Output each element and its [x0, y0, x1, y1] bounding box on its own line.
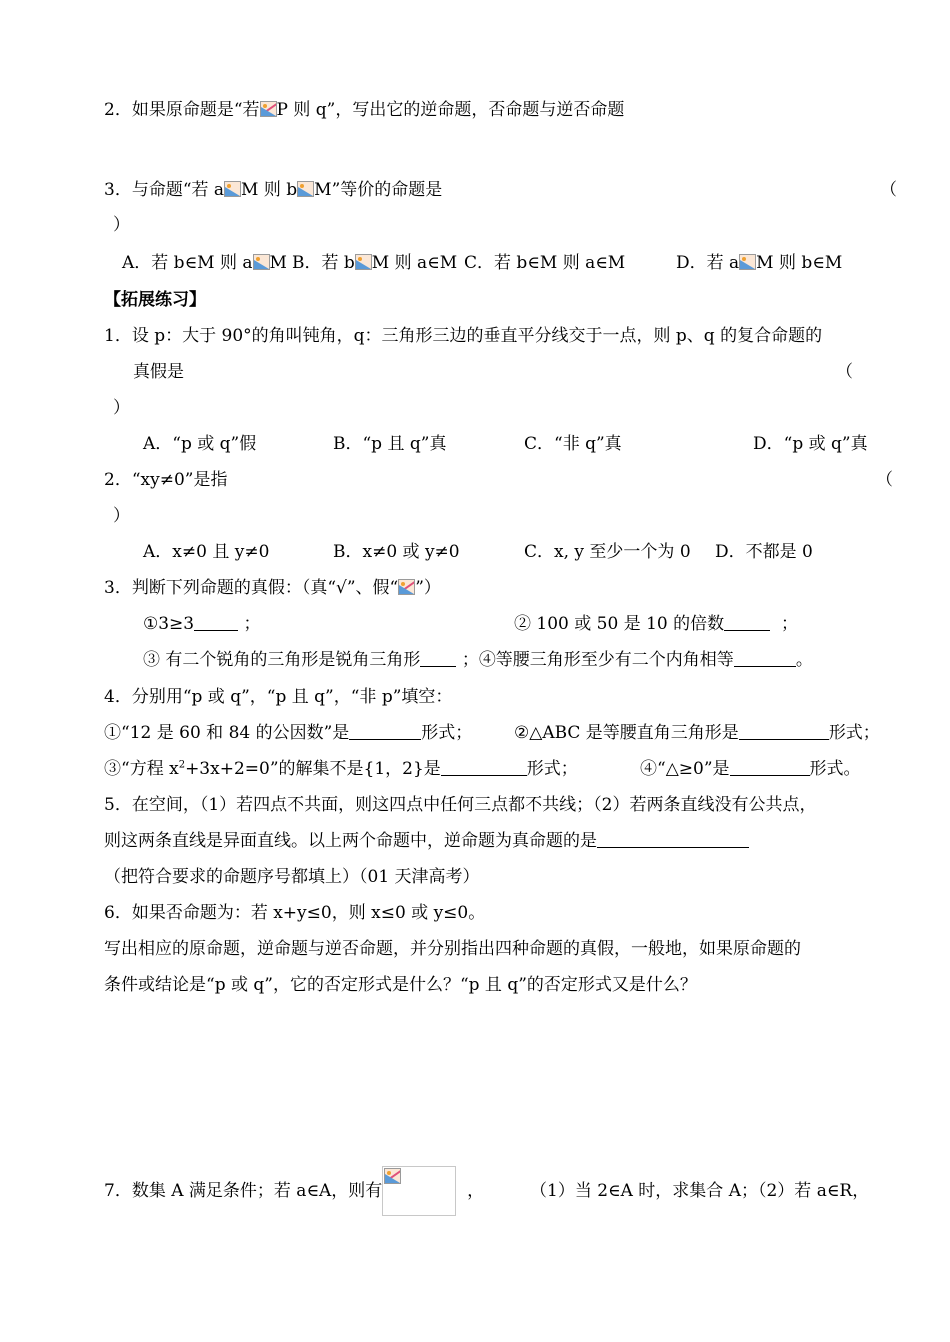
ext-q4-row1: [104, 722, 472, 744]
ext-q3-line1: [104, 577, 441, 599]
option-c: C．“非 q”真: [524, 434, 622, 454]
item-text: ；: [780, 614, 798, 634]
answer-blank[interactable]: [597, 831, 749, 848]
question-text: M 则 b: [241, 180, 298, 200]
item-text: +3x+2=0”的解集不是{1，2}是: [185, 759, 441, 779]
question-text: 2．如果原命题是“若: [104, 100, 260, 120]
broken-image-icon: [355, 254, 372, 270]
question-text: P 则 q”，写出它的逆命题，否命题与逆否命题: [276, 100, 625, 120]
option-d: [676, 252, 842, 274]
item-text: 形式；: [828, 723, 880, 743]
answer-paren-open: （: [836, 362, 853, 382]
option-text: A．若 b∈M 则 a: [122, 253, 253, 273]
answer-blank[interactable]: [730, 759, 810, 776]
option-a: A．“p 或 q”假: [143, 434, 257, 454]
item-text: ② 100 或 50 是 10 的倍数: [514, 614, 725, 634]
broken-image-icon: [739, 254, 756, 270]
ext-q1-line2: 真假是: [133, 362, 184, 382]
ext-q3-item3-4: [143, 649, 813, 671]
option-text: M: [269, 253, 287, 273]
answer-paren-open: （: [880, 180, 897, 200]
ext-q1-line1: 1．设 p：大于 90°的角叫钝角，q：三角形三边的垂直平分线交于一点，则 p、q 的复合命题的: [104, 326, 823, 346]
ext-q4-row1b: [514, 722, 880, 744]
answer-blank[interactable]: [349, 723, 421, 740]
option-text: M 则 b∈M: [756, 253, 843, 273]
question-text: 3．判断下列命题的真假：（真“√”、假“: [104, 578, 399, 598]
item-text: ，: [467, 1181, 485, 1201]
item-text: ②△ABC 是等腰直角三角形是: [514, 723, 739, 743]
item-text: ①3≥3: [143, 614, 195, 634]
option-text: M 则 a∈M: [371, 253, 458, 273]
answer-paren-close: ）: [113, 215, 130, 235]
option-a: [122, 252, 287, 274]
ext-q4-line1: 4．分别用“p 或 q”，“p 且 q”，“非 p”填空：: [104, 687, 453, 707]
ext-q7-line1: [104, 1180, 484, 1216]
ext-q5-line2: [104, 830, 749, 852]
ext-q3-item2: [514, 613, 798, 635]
ext-q6-line2: 写出相应的原命题，逆命题与逆否命题，并分别指出四种命题的真假，一般地，如果原命题的: [104, 939, 801, 959]
ext-q7-line1b: （1）当 2∈A 时，求集合 A；（2）若 a∈R，: [530, 1181, 870, 1201]
ext-q5-line1: 5．在空间，（1）若四点不共面，则这四点中任何三点都不共线；（2）若两条直线没有公共点，: [104, 795, 817, 815]
broken-image-icon: [384, 1168, 401, 1184]
item-text: ；: [461, 650, 479, 670]
answer-blank[interactable]: [441, 759, 527, 776]
option-b: [292, 252, 457, 274]
item-text: ①“12 是 60 和 84 的公因数”是: [104, 723, 350, 743]
item-text: 形式；: [526, 759, 578, 779]
question-3-line: [104, 179, 442, 201]
item-text: 形式；: [421, 723, 473, 743]
broken-image-icon: [260, 101, 277, 117]
ext-q4-row2b: [640, 758, 861, 780]
superscript: 2: [178, 759, 186, 771]
answer-blank[interactable]: [734, 650, 796, 667]
ext-q4-row2: [104, 758, 578, 780]
question-text: 3．与命题“若 a: [104, 180, 225, 200]
question-text: ”）: [415, 578, 441, 598]
answer-paren-close: ）: [113, 398, 130, 418]
ext-q3-item1: [143, 613, 261, 635]
question-2-line: [104, 99, 624, 121]
answer-blank[interactable]: [420, 650, 456, 667]
option-d: D．“p 或 q”真: [753, 434, 868, 454]
ext-q5-line3: （把符合要求的命题序号都填上）（01 天津高考）: [104, 867, 480, 887]
item-text: ③“方程 x: [104, 759, 179, 779]
item-text: 。: [795, 650, 813, 670]
question-text: M”等价的命题是: [314, 180, 443, 200]
option-b: B．“p 且 q”真: [333, 434, 447, 454]
answer-paren-close: ）: [113, 506, 130, 526]
option-a: A．x≠0 且 y≠0: [143, 542, 270, 562]
item-text: ④“△≥0”是: [640, 759, 730, 779]
answer-blank[interactable]: [194, 614, 238, 631]
answer-blank[interactable]: [724, 614, 770, 631]
broken-image-icon: [297, 181, 314, 197]
item-text: ④等腰三角形至少有二个内角相等: [478, 650, 734, 670]
option-text: B．若 b: [292, 253, 355, 273]
option-b: B．x≠0 或 y≠0: [333, 542, 460, 562]
option-text: D．若 a: [676, 253, 740, 273]
section-title: 【拓展练习】: [104, 290, 206, 310]
formula-image-frame: [382, 1166, 456, 1216]
answer-blank[interactable]: [739, 723, 829, 740]
broken-image-icon: [253, 254, 270, 270]
broken-image-icon: [224, 181, 241, 197]
item-text: ③ 有二个锐角的三角形是锐角三角形: [143, 650, 421, 670]
answer-paren-open: （: [876, 470, 893, 490]
ext-q6-line3: 条件或结论是“p 或 q”，它的否定形式是什么？“p 且 q”的否定形式又是什么？: [104, 975, 697, 995]
ext-q6-line1: 6．如果否命题为：若 x+y≤0，则 x≤0 或 y≤0。: [104, 903, 486, 923]
option-d: D．不都是 0: [715, 542, 813, 562]
option-c: C．若 b∈M 则 a∈M: [464, 253, 626, 273]
broken-image-icon: [398, 579, 415, 595]
item-text: ；: [243, 614, 261, 634]
item-text: 7．数集 A 满足条件；若 a∈A，则有: [104, 1181, 383, 1201]
item-text: 形式。: [809, 759, 861, 779]
ext-q2-line1: 2．“xy≠0”是指: [104, 470, 228, 490]
option-c: C．x, y 至少一个为 0: [524, 542, 691, 562]
item-text: 则这两条直线是异面直线。以上两个命题中，逆命题为真命题的是: [104, 831, 597, 851]
